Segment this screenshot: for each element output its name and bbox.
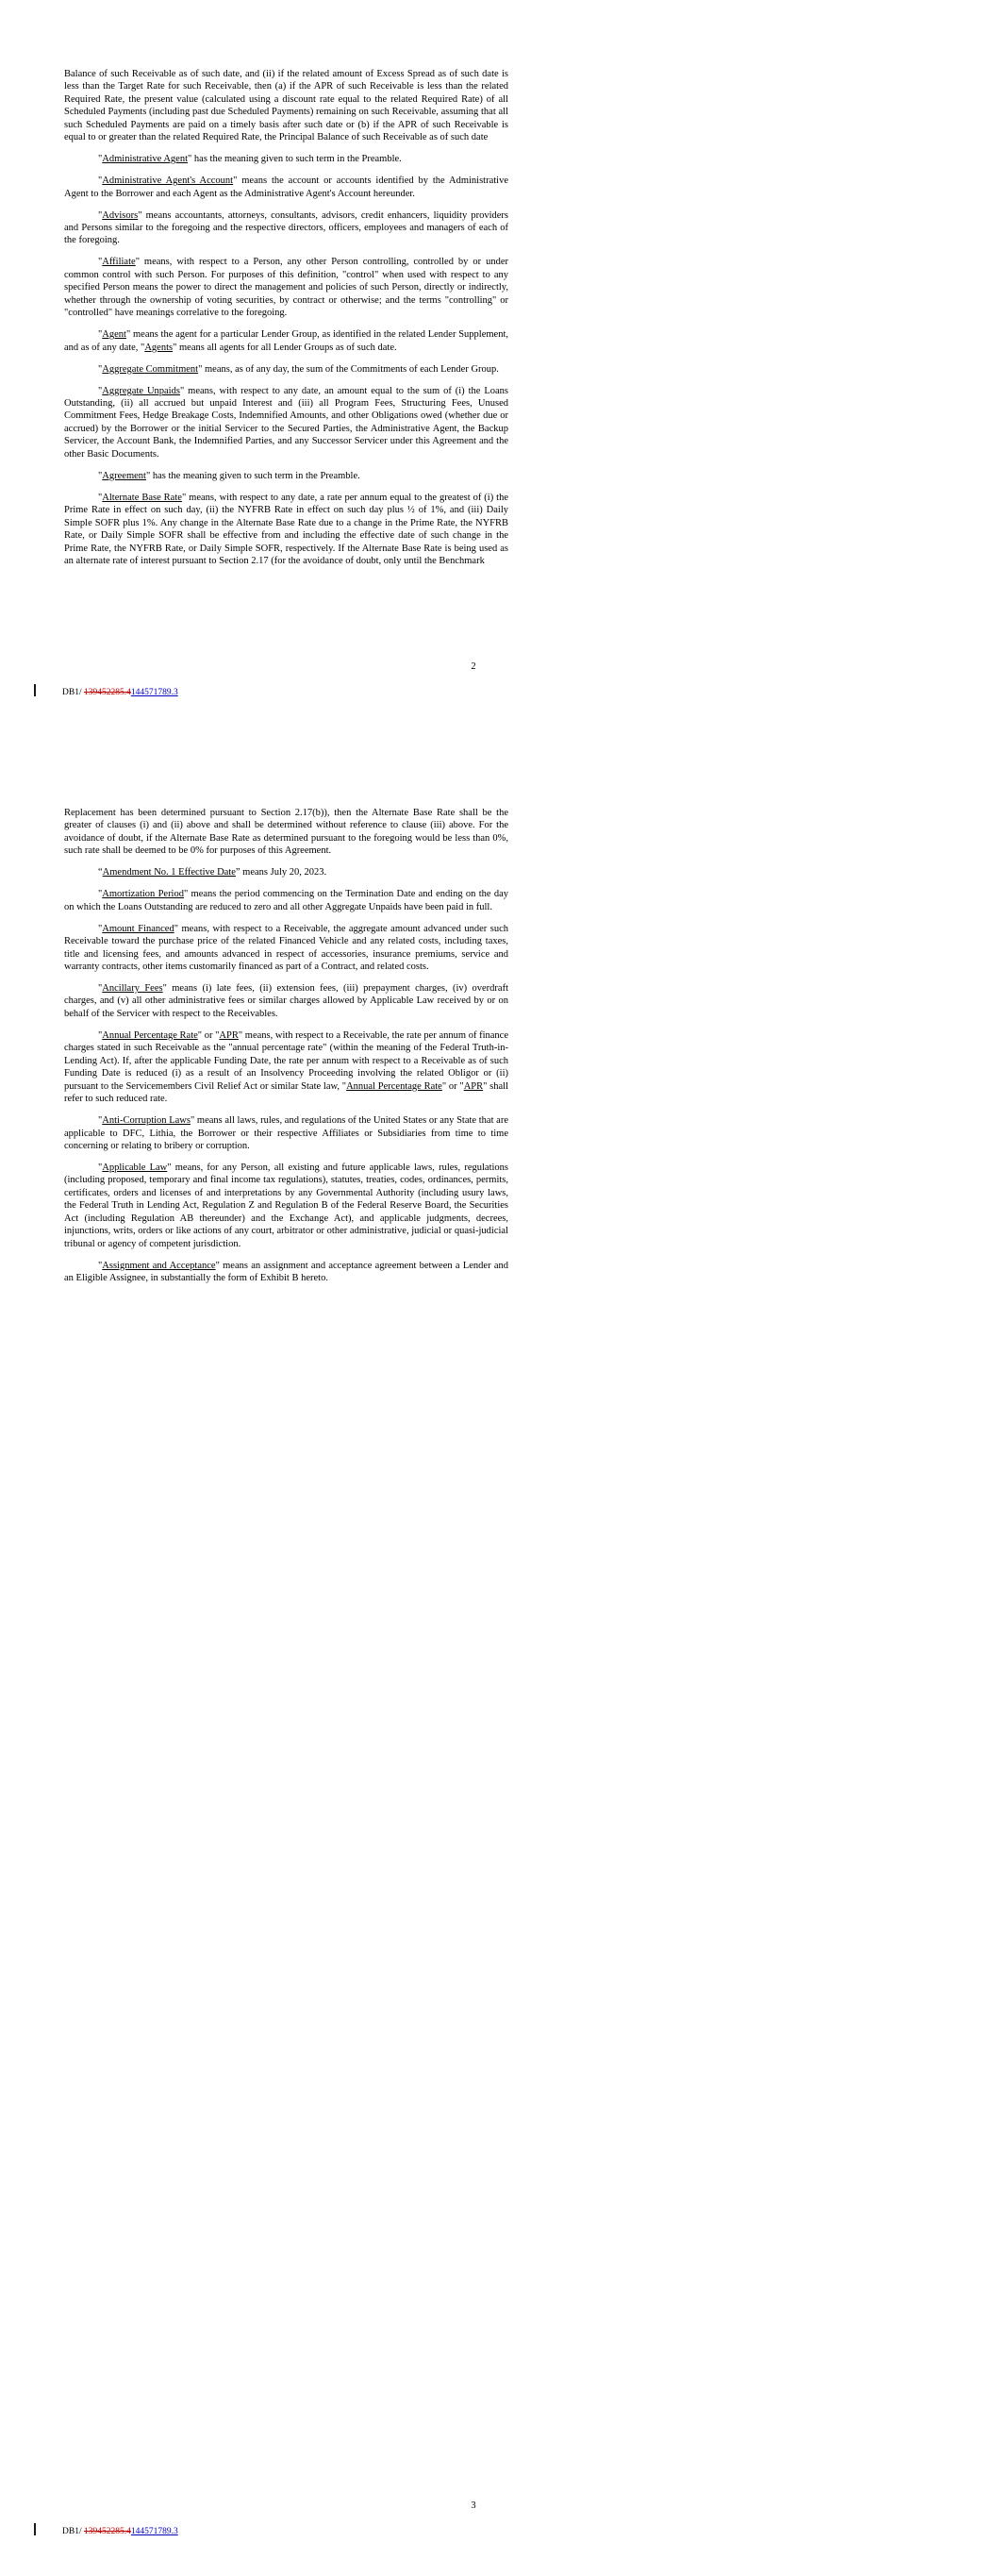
- defined-term: Amortization Period: [102, 889, 184, 900]
- defined-term: Affiliate: [102, 257, 136, 268]
- text-run: " means the agent for a particular Lender Group, as identified in the related Lender Supplement, and as of any date, ": [64, 329, 508, 353]
- text-run: " means the account or accounts identified by the Administrative Agent to the Borrower and each Agent as the Administrative Agent's Account hereunder.: [64, 176, 508, 199]
- paragraph: [64, 153, 508, 165]
- defined-term: Amendment No. 1 Effective Date: [102, 867, 236, 878]
- footer-inserted-number: 144571789.3: [130, 2527, 178, 2536]
- text-run: ": [98, 329, 103, 341]
- defined-term: Alternate Base Rate: [102, 492, 182, 503]
- text-run: " means the period commencing on the Termination Date and ending on the day on which the Loans Outstanding are reduced to zero and all other Aggregate Unpaids have been paid in full.: [64, 889, 508, 912]
- change-bar: [34, 684, 36, 696]
- text-run: ": [98, 1029, 103, 1041]
- paragraph: [64, 68, 508, 144]
- paragraph: [64, 1029, 508, 1106]
- defined-term: Aggregate Commitment: [102, 363, 199, 375]
- text-run: " means all agents for all Lender Groups as of such date.: [173, 342, 397, 353]
- defined-term: Amount Financed: [102, 923, 174, 934]
- paragraph: [64, 328, 508, 354]
- defined-term: Agreement: [102, 470, 146, 481]
- paragraph: [64, 982, 508, 1020]
- text-run: " means, for any Person, all existing and future applicable laws, rules, regulations (including proposed, temporary and final income tax regulations), statutes, treaties, codes, ordinances, permits, certificates, orders and licenses of and interpretations by any Governmental Authority (including usury laws, the Federal Truth in Lending Act, Regulation Z and Regulation B of the Federal Reserve Board, the Securities Act (including Regulation AB thereunder) and the Exchange Act), and applicable judgments, decrees, injunctions, writs, orders or like actions of any court, arbitrator or other administrative, judicial or quasi-judicial tribunal or agency of competent jurisdiction.: [64, 1162, 508, 1249]
- text-run: ": [98, 385, 103, 396]
- text-run: " means all laws, rules, and regulations of the United States or any State that are applicable to DFC, Lithia, the Borrower or their respective Affiliates or Subsidiaries from time to time concerning or relating to bribery or corruption.: [64, 1115, 508, 1151]
- text-run: ": [98, 363, 103, 375]
- defined-term: Aggregate Unpaids: [102, 385, 180, 396]
- page-3-body: [64, 807, 508, 1294]
- text-run: ” means July 20, 2023.: [235, 867, 327, 878]
- text-run: ": [98, 176, 103, 187]
- text-run: ": [98, 982, 103, 994]
- text-run: ": [98, 154, 103, 165]
- paragraph: [64, 363, 508, 376]
- paragraph: [64, 888, 508, 913]
- paragraph: [64, 175, 508, 200]
- text-run: ": [98, 1260, 103, 1271]
- text-run: " or ": [197, 1029, 220, 1041]
- paragraph: [64, 256, 508, 319]
- footer-doc-id-prefix: DB1/: [62, 2527, 84, 2536]
- text-run: " has the meaning given to such term in the Preamble.: [188, 154, 402, 165]
- text-run: ": [98, 492, 103, 503]
- text-run: " means, with respect to a Receivable, the rate per annum of finance charges stated in such Receivable as the "annual percentage rate" (within the meaning of the Federal Truth-in-Lending Act). If, after the applicable Funding Date, the rate per annum with respect to a Receivable as of such Funding Date is reduced (i) as a result of an Insolvency Proceeding involving the related Obligor or (ii) pursuant to the Servicemembers Civil Relief Act or similar State law, ": [64, 1029, 508, 1092]
- text-run: " or ": [441, 1080, 464, 1092]
- footer-doc-id-prefix: DB1/: [62, 688, 84, 697]
- defined-term: Anti-Corruption Laws: [102, 1115, 191, 1127]
- text-run: " has the meaning given to such term in the Preamble.: [145, 470, 360, 481]
- footer-deleted-number: 139452285.4: [83, 2527, 131, 2536]
- paragraph: [64, 385, 508, 461]
- text-run: " means, with respect to a Person, any other Person controlling, controlled by or under common control with such Person. For purposes of this definition, "control" when used with respect to any specified Person means the power to direct the management and policies of such Person, directly or indirectly, whether through the ownership of voting securities, by contract or otherwise; and the terms "controlling" or "controlled" have meanings correlative to the foregoing.: [64, 257, 508, 319]
- paragraph: [64, 492, 508, 568]
- defined-term: APR: [219, 1029, 239, 1041]
- defined-term: Annual Percentage Rate: [346, 1080, 442, 1092]
- paragraph: [64, 866, 508, 878]
- text-run: " shall refer to such reduced rate.: [64, 1080, 509, 1105]
- paragraph: [64, 923, 508, 974]
- text-run: " means, with respect to a Receivable, the aggregate amount advanced under such Receivable toward the purchase price of the related Financed Vehicle and any related costs, including taxes, title and licensing fees, and amounts advanced in respect of accessories, insurance premiums, service and warranty contracts, other items customarily financed as part of a Contract, and related costs.: [64, 923, 508, 973]
- paragraph: [64, 807, 508, 858]
- paragraph: [64, 1260, 508, 1285]
- page-3-footer: [62, 2526, 178, 2537]
- text-run: ": [98, 470, 103, 481]
- text-run: " means, with respect to any date, an amount equal to the sum of (i) the Loans Outstanding, (ii) all accrued but unpaid Interest and (iii) all Program Fees, Structuring Fees, Unused Commitment Fees, Hedge Breakage Costs, Indemnified Amounts, and other Obligations owed (whether due or accrued) by the Borrower or the initial Servicer to the Secured Parties, the Administrative Agent, the Backup Servicer, the Account Bank, the Indemnified Parties, and any Successor Servicer under this Agreement and the other Basic Documents.: [64, 385, 508, 460]
- page-2-body: [64, 68, 508, 577]
- text-run: " means accountants, attorneys, consultants, advisors, credit enhancers, liquidity providers and Persons similar to the foregoing and the respective directors, officers, employees and managers of each of the foregoing.: [64, 209, 508, 246]
- defined-term: Annual Percentage Rate: [102, 1029, 198, 1041]
- page-2-number: 2: [471, 661, 476, 672]
- text-run: ": [98, 257, 103, 268]
- text-run: ": [98, 889, 103, 900]
- page-2-footer: [62, 687, 178, 698]
- paragraph: [64, 470, 508, 482]
- defined-term: APR: [463, 1080, 484, 1092]
- defined-term: Agents: [144, 342, 174, 353]
- defined-term: Ancillary Fees: [102, 982, 163, 994]
- text-run: Replacement has been determined pursuant to Section 2.17(b)), then the Alternate Base Rate shall be the greater of clauses (i) and (ii) above and shall be determined without reference to clause (iii) above. For the avoidance of doubt, if the Alternate Base Rate as determined pursuant to the foregoing would be less than 0%, such rate shall be deemed to be 0% for purposes of this Agreement.: [64, 808, 508, 857]
- paragraph: [64, 209, 508, 247]
- page-3-number: 3: [471, 2501, 476, 2511]
- change-bar: [34, 2523, 36, 2535]
- text-run: ": [98, 209, 103, 221]
- text-run: “: [98, 867, 103, 878]
- defined-term: Advisors: [102, 209, 139, 221]
- text-run: Balance of such Receivable as of such date, and (ii) if the related amount of Excess Spread as of such date is less than the Target Rate for such Receivable, then (a) if the APR of such Receivable is less than the related Required Rate, the present value (calculated using a discount rate equal to the related Required Rate) of all Scheduled Payments (including past due Scheduled Payments) remaining on such Receivable, assuming that all such Scheduled Payments are paid on a timely basis after such date or (b) if the APR of such Receivable is equal to or greater than the related Required Rate, the Principal Balance of such Receivable as of such date: [64, 69, 508, 143]
- defined-term: Administrative Agent's Account: [102, 176, 234, 187]
- footer-inserted-number: 144571789.3: [130, 688, 178, 697]
- text-run: " means (i) late fees, (ii) extension fees, (iii) prepayment charges, (iv) overdraft charges, and (v) all other administrative fees or similar charges allowed by Applicable Law received by or on behalf of the Servicer with respect to the Receivables.: [64, 982, 508, 1019]
- defined-term: Agent: [102, 329, 126, 341]
- defined-term: Administrative Agent: [102, 154, 188, 165]
- text-run: " means, with respect to any date, a rate per annum equal to the greatest of (i) the Prime Rate in effect on such day, (ii) the NYFRB Rate in effect on such day plus ½ of 1%, and (iii) Daily Simple SOFR plus 1%. Any change in the Alternate Base Rate due to a change in the Prime Rate, the NYFRB Rate, or Daily Simple SOFR shall be effective from and including the effective date of such change in the Prime Rate, the NYFRB Rate, or Daily Simple SOFR, respectively. If the Alternate Base Rate is being used as an alternate rate of interest pursuant to Section 2.17 (for the avoidance of doubt, only until the Benchmark: [64, 492, 509, 566]
- text-run: ": [98, 923, 103, 934]
- footer-deleted-number: 139452285.4: [83, 688, 131, 697]
- defined-term: Assignment and Acceptance: [102, 1260, 216, 1271]
- text-run: ": [98, 1162, 103, 1173]
- text-run: " means an assignment and acceptance agreement between a Lender and an Eligible Assignee, in substantially the form of Exhibit B hereto.: [64, 1260, 508, 1284]
- text-run: " means, as of any day, the sum of the Commitments of each Lender Group.: [198, 363, 499, 375]
- paragraph: [64, 1114, 508, 1152]
- defined-term: Applicable Law: [102, 1162, 168, 1173]
- text-run: ": [98, 1115, 103, 1127]
- paragraph: [64, 1162, 508, 1250]
